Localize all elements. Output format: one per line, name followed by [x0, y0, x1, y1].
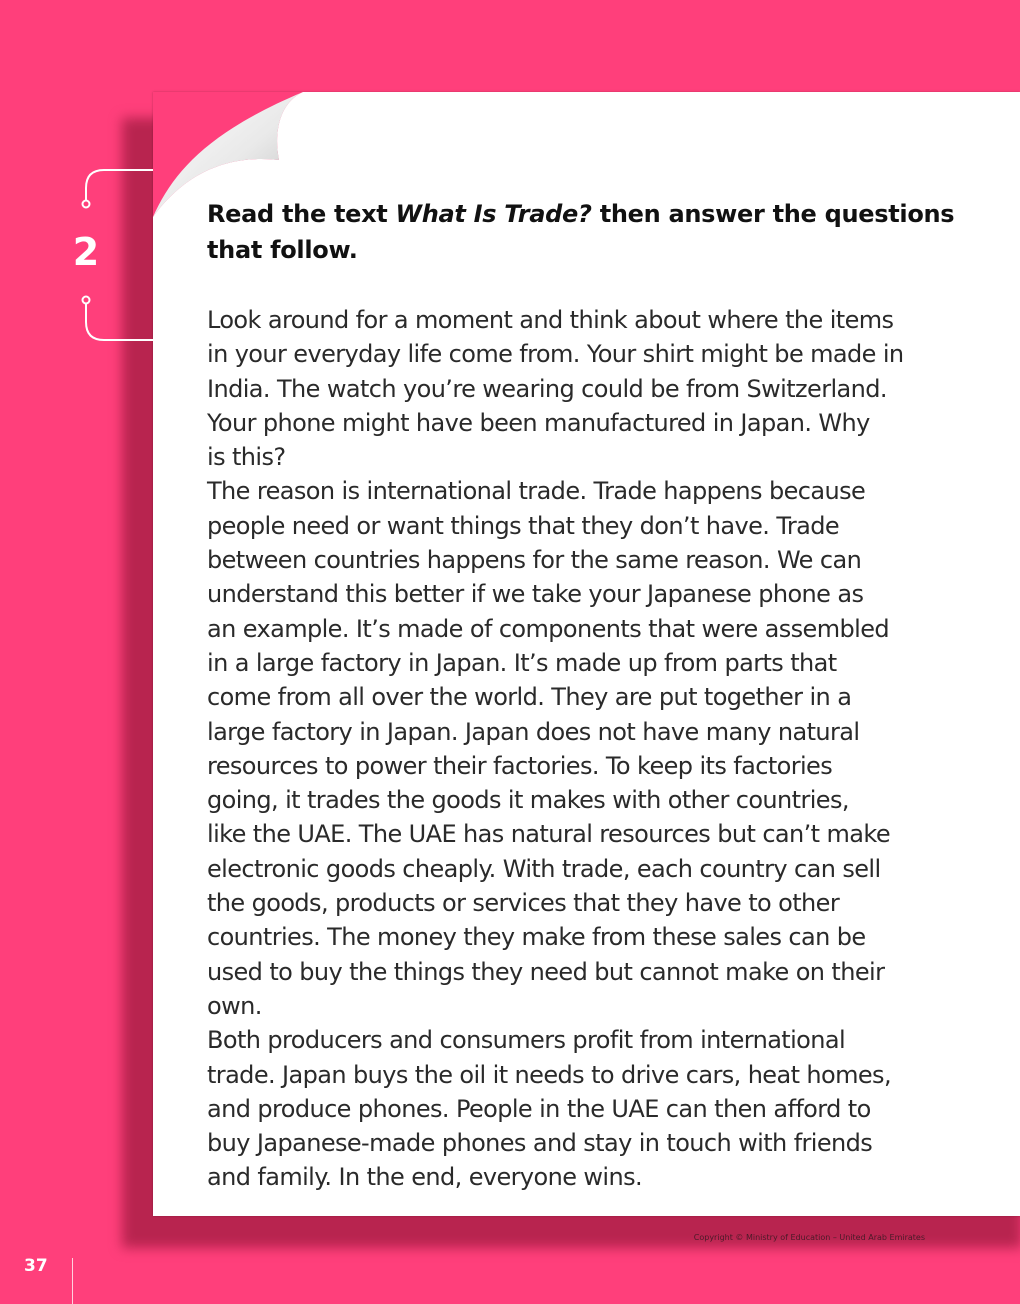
heading-prefix: Read the text [207, 200, 396, 228]
passage-paragraph: Look around for a moment and think about where the items in your everyday life come from. Your shirt might be made in India. The watch you’re wearing could be from Switzerland. Your phone might have been manufactured in Japan. Why is this? [207, 306, 904, 472]
step-number: 2 [72, 230, 100, 274]
heading-text-title: What Is Trade? [395, 200, 592, 228]
instruction-heading [207, 196, 967, 268]
passage-paragraph: Both producers and consumers profit from international trade. Japan buys the oil it needs to drive cars, heat homes, and produce phones. People in the UAE can then afford to buy Japanese-made phones and stay in touch with friends and family. In the end, everyone wins. [207, 1026, 891, 1192]
heading-suffix: then answer the questions that follow. [207, 200, 955, 264]
reading-passage [207, 303, 967, 1195]
page-number: 37 [24, 1256, 48, 1276]
footer-divider [72, 1258, 73, 1304]
copyright-notice: Copyright © Ministry of Education – United Arab Emirates [693, 1233, 925, 1242]
passage-paragraph: The reason is international trade. Trade happens because people need or want things that they don’t have. Trade between countries happens for the same reason. We can understand this better if we take your Japanese phone as an example. It’s made of components that were assembled in a large factory in Japan. It’s made up from parts that come from all over the world. They are put together in a large factory in Japan. Japan does not have many natural resources to power their factories. To keep its factories going, it trades the goods it makes with other countries, like the UAE. The UAE has natural resources but can’t make electronic goods cheaply. With trade, each country can sell the goods, products or services that they have to other countries. The money they make from these sales can be used to buy the things they need but cannot make on their own. [207, 477, 890, 1020]
